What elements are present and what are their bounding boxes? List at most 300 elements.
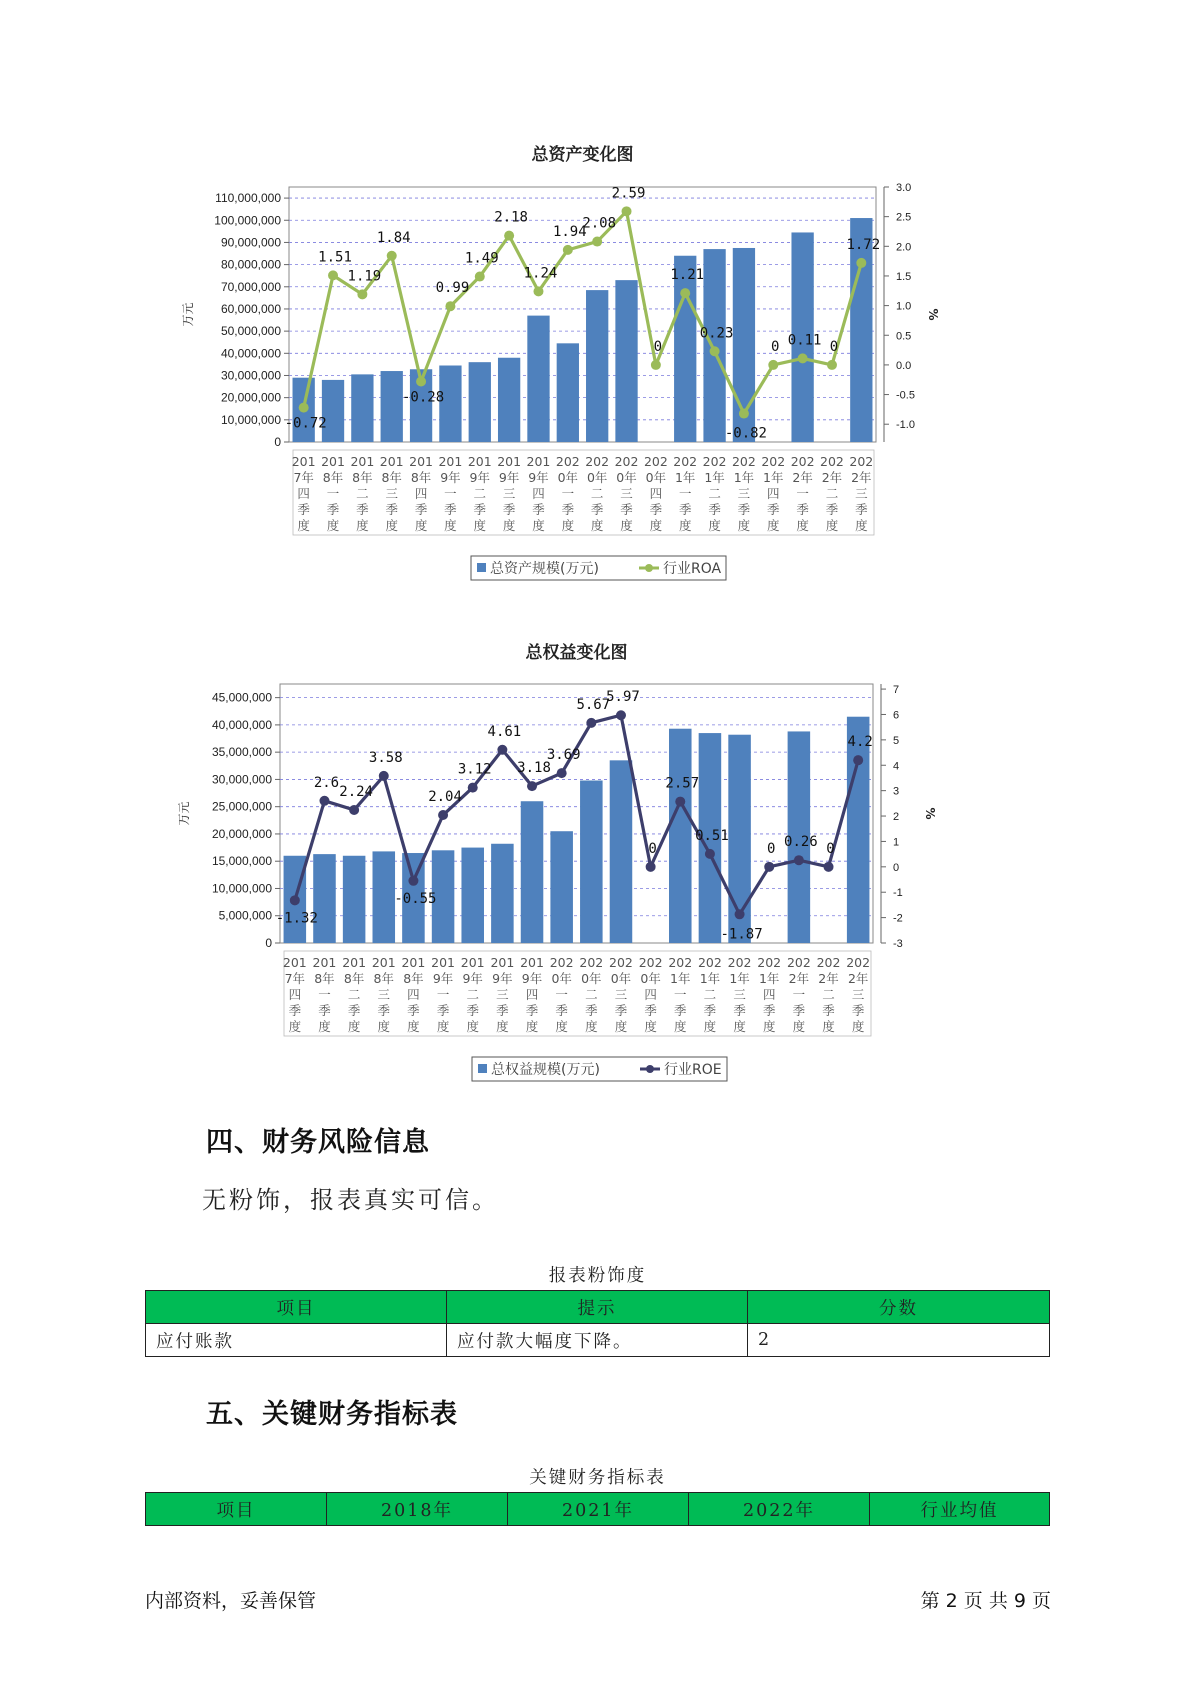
x-tick-label: 9年 (492, 971, 513, 986)
line-point (527, 781, 537, 791)
y2-tick-label: 7 (893, 684, 900, 697)
x-tick-label: 四 (649, 486, 663, 501)
bar (313, 854, 336, 943)
x-tick-label: 度 (318, 1019, 331, 1034)
x-tick-label: 9年 (462, 971, 483, 986)
data-label: 1.49 (464, 250, 499, 267)
section4-heading: 四、财务风险信息 (206, 1127, 430, 1158)
data-label: 0 (826, 840, 835, 857)
x-tick-label: 四 (762, 987, 776, 1002)
y-tick-label: 20,000,000 (220, 390, 281, 405)
bar (527, 316, 549, 442)
x-tick-label: 1年 (733, 470, 755, 485)
data-label: -0.72 (284, 415, 327, 432)
x-tick-label: 度 (614, 1019, 628, 1034)
x-tick-label: 三 (502, 486, 516, 501)
x-tick-label: 度 (590, 518, 604, 533)
x-tick-label: 季 (326, 502, 340, 517)
bar (557, 343, 579, 442)
x-tick-label: 一 (444, 486, 457, 501)
col-header-item: 项目 (146, 1291, 447, 1324)
x-tick-label: 季 (297, 502, 310, 517)
x-tick-label: 202 (820, 454, 844, 469)
data-label: 2.18 (494, 209, 528, 226)
x-tick-label: 季 (444, 502, 457, 517)
x-tick-label: 201 (520, 955, 544, 970)
x-tick-label: 季 (851, 1003, 865, 1018)
y-tick-label: 10,000,000 (211, 881, 272, 896)
x-tick-label: 度 (466, 1019, 479, 1034)
data-label: 4.2 (847, 734, 873, 751)
cell-item: 应付账款 (146, 1324, 447, 1357)
bar (351, 374, 373, 442)
x-tick-label: 9年 (521, 971, 543, 986)
y-tick-label: 70,000,000 (220, 279, 281, 294)
x-tick-label: 202 (790, 454, 815, 469)
y2-tick-label: 2.5 (896, 211, 912, 224)
x-tick-label: 7年 (284, 971, 306, 986)
x-tick-label: 度 (414, 518, 428, 533)
x-tick-label: 三 (385, 486, 398, 501)
x-tick-label: 201 (467, 454, 492, 469)
x-tick-label: 四 (288, 987, 302, 1002)
x-tick-label: 9年 (469, 470, 491, 485)
line-point (680, 288, 690, 298)
x-tick-label: 三 (733, 987, 746, 1002)
x-tick-label: 度 (733, 1019, 746, 1034)
x-tick-label: 8年 (314, 971, 335, 986)
y2-axis-label: % (926, 308, 940, 321)
x-tick-label: 二 (590, 486, 604, 501)
line-point (408, 876, 418, 886)
x-tick-label: 201 (526, 454, 551, 469)
x-tick-label: 202 (585, 454, 610, 469)
line-point (794, 855, 804, 865)
x-tick-label: 202 (668, 955, 693, 970)
x-tick-label: 9年 (440, 470, 461, 485)
bar (674, 256, 696, 442)
data-label: 2.08 (582, 215, 617, 232)
line-point (557, 768, 567, 778)
legend-line-marker (646, 1065, 654, 1073)
col-header-2018: 2018年 (327, 1493, 508, 1526)
table1-caption: 报表粉饰度 (548, 1266, 647, 1286)
data-label: 1.19 (347, 268, 382, 285)
x-tick-label: 二 (473, 486, 487, 501)
bar (343, 856, 366, 943)
x-tick-label: 季 (649, 502, 663, 517)
x-tick-label: 201 (342, 955, 367, 970)
x-tick-label: 8年 (352, 470, 373, 485)
y-tick-label: 25,000,000 (211, 799, 272, 814)
line-point (416, 377, 426, 387)
x-tick-label: 三 (614, 987, 628, 1002)
bar (550, 831, 573, 943)
y-tick-label: 40,000,000 (220, 346, 281, 361)
x-tick-label: 202 (786, 955, 811, 970)
x-tick-label: 201 (490, 955, 515, 970)
data-label: 0 (653, 338, 663, 355)
total-equity-chart (170, 640, 1005, 1078)
x-tick-label: 季 (473, 502, 487, 517)
line-point (319, 796, 329, 806)
line-point (445, 301, 455, 311)
x-tick-label: 季 (620, 502, 633, 517)
data-label: 1.51 (318, 249, 352, 266)
y2-tick-label: 0 (893, 861, 900, 874)
bar (491, 844, 514, 943)
line-point (357, 289, 367, 299)
x-tick-label: 度 (496, 1019, 509, 1034)
x-tick-label: 度 (502, 518, 516, 533)
data-label: -0.82 (724, 425, 768, 442)
x-tick-label: 一 (674, 987, 687, 1002)
x-tick-label: 三 (620, 486, 633, 501)
bar (469, 362, 491, 442)
x-tick-label: 202 (697, 955, 722, 970)
x-tick-label: 度 (620, 518, 633, 533)
total-assets-chart-svg (170, 140, 1005, 575)
col-header-hint: 提示 (447, 1291, 748, 1324)
line-point (735, 909, 745, 919)
x-tick-label: 0年 (610, 971, 632, 986)
x-tick-label: 季 (674, 1003, 687, 1018)
chart-title: 总权益变化图 (525, 643, 628, 663)
section4-text: 无粉饰，报表真实可信。 (202, 1186, 499, 1214)
legend-line-marker (645, 564, 653, 572)
x-tick-label: 度 (407, 1019, 420, 1034)
col-header-2021: 2021年 (508, 1493, 689, 1526)
x-tick-label: 度 (855, 518, 868, 533)
x-tick-label: 202 (731, 454, 756, 469)
line-point (768, 360, 778, 370)
line-point (646, 862, 656, 872)
x-tick-label: 度 (792, 1019, 806, 1034)
x-tick-label: 二 (585, 987, 598, 1002)
x-tick-label: 季 (466, 1003, 479, 1018)
x-tick-label: 季 (288, 1003, 302, 1018)
x-tick-label: 季 (347, 1003, 361, 1018)
line-point (497, 745, 507, 755)
col-header-item: 项目 (146, 1493, 327, 1526)
x-tick-label: 季 (762, 1003, 776, 1018)
table-header-row (146, 1291, 1050, 1324)
line-point (622, 206, 632, 216)
bar (580, 781, 603, 943)
x-tick-label: 202 (757, 955, 782, 970)
data-label: -1.87 (720, 926, 763, 943)
x-tick-label: 1年 (763, 470, 784, 485)
x-tick-label: 202 (761, 454, 786, 469)
data-label: 1.94 (552, 223, 587, 240)
line-point (299, 403, 309, 413)
line-point (563, 245, 573, 255)
x-tick-label: 度 (737, 518, 751, 533)
x-tick-label: 季 (436, 1003, 450, 1018)
y-tick-label: 80,000,000 (220, 257, 281, 272)
cell-hint: 应付款大幅度下降。 (447, 1324, 748, 1357)
x-tick-label: 202 (849, 454, 874, 469)
bar (703, 249, 725, 442)
line-point (824, 862, 834, 872)
x-tick-label: 季 (708, 502, 721, 517)
data-label: 0.11 (787, 332, 822, 349)
y2-tick-label: -0.5 (896, 389, 915, 402)
y2-tick-label: 1.5 (896, 270, 912, 283)
line-point (475, 272, 485, 282)
x-tick-label: 季 (767, 502, 780, 517)
y-axis-label: 万元 (177, 801, 191, 826)
x-tick-label: 0年 (616, 470, 637, 485)
col-header-industry-avg: 行业均值 (870, 1493, 1050, 1526)
x-tick-label: 季 (356, 502, 369, 517)
data-label: 0.51 (695, 827, 729, 844)
line-point (438, 810, 448, 820)
y-tick-label: 60,000,000 (220, 301, 281, 316)
bar (373, 851, 396, 943)
y-tick-label: 0 (274, 435, 281, 449)
x-tick-label: 季 (318, 1003, 331, 1018)
data-label: 1.72 (846, 236, 881, 253)
line-point (853, 755, 863, 765)
x-tick-label: 度 (436, 1019, 450, 1034)
line-point (533, 286, 543, 296)
line-point (651, 360, 661, 370)
legend-bar-label: 总权益规模(万元) (491, 1062, 600, 1078)
x-tick-label: 季 (407, 1003, 420, 1018)
x-tick-label: 四 (644, 987, 657, 1002)
data-label: -0.28 (401, 389, 445, 406)
x-tick-label: 度 (288, 1019, 302, 1034)
x-tick-label: 度 (555, 1019, 568, 1034)
data-label: 0.26 (784, 834, 818, 851)
x-tick-label: 四 (532, 486, 545, 501)
line-point (675, 797, 685, 807)
x-tick-label: 9年 (498, 470, 520, 485)
x-tick-label: 度 (649, 518, 663, 533)
data-label: 2.57 (665, 775, 700, 792)
x-tick-label: 2年 (847, 971, 869, 986)
x-tick-label: 一 (792, 987, 806, 1002)
legend-bar-label: 总资产规模(万元) (490, 561, 599, 577)
x-tick-label: 201 (379, 454, 404, 469)
x-tick-label: 季 (590, 502, 604, 517)
x-tick-label: 季 (414, 502, 428, 517)
x-tick-label: 度 (326, 518, 340, 533)
data-label: 1.21 (670, 267, 705, 284)
legend-line-label: 行业ROA (663, 561, 722, 577)
x-tick-label: 季 (737, 502, 751, 517)
x-tick-label: 季 (644, 1003, 657, 1018)
x-tick-label: 201 (438, 454, 463, 469)
table-row (146, 1324, 1050, 1357)
y-tick-label: 5,000,000 (218, 908, 272, 923)
x-tick-label: 三 (496, 987, 509, 1002)
x-tick-label: 二 (356, 486, 369, 501)
data-label: 2.59 (611, 185, 646, 202)
x-tick-label: 二 (708, 486, 721, 501)
data-label: 1.24 (523, 265, 558, 282)
y2-tick-label: 1.0 (896, 300, 912, 313)
y2-tick-label: 2 (893, 811, 900, 824)
plot-frame (280, 684, 873, 943)
x-tick-label: 度 (385, 518, 398, 533)
x-tick-label: 四 (414, 486, 428, 501)
data-label: 2.04 (428, 789, 462, 806)
legend-bar-swatch (478, 1064, 487, 1073)
x-tick-label: 8年 (403, 971, 424, 986)
x-tick-label: 季 (385, 502, 398, 517)
y-tick-label: 110,000,000 (215, 191, 281, 206)
x-tick-label: 度 (356, 518, 369, 533)
bar (322, 380, 344, 442)
data-label: 3.69 (546, 747, 581, 764)
x-tick-label: 202 (643, 454, 668, 469)
x-tick-label: 度 (708, 518, 721, 533)
x-tick-label: 度 (644, 1019, 657, 1034)
x-tick-label: 1年 (699, 971, 721, 986)
y2-axis-label: % (923, 807, 937, 820)
y-tick-label: 30,000,000 (220, 368, 281, 383)
y2-tick-label: 0.5 (896, 330, 912, 343)
x-tick-label: 1年 (758, 971, 780, 986)
bar (381, 371, 403, 442)
x-tick-label: 度 (377, 1019, 391, 1034)
x-tick-label: 度 (297, 518, 310, 533)
x-tick-label: 一 (678, 486, 692, 501)
x-tick-label: 季 (796, 502, 809, 517)
whitewash-table (145, 1290, 1050, 1357)
x-tick-label: 201 (350, 454, 375, 469)
y2-tick-label: -1 (893, 887, 903, 900)
bar (610, 760, 633, 943)
line-point (710, 346, 720, 356)
x-tick-label: 202 (614, 454, 639, 469)
data-label: 4.61 (487, 723, 522, 740)
bar (521, 801, 544, 943)
y2-tick-label: 3.0 (896, 182, 912, 194)
x-tick-label: 一 (318, 987, 331, 1002)
x-tick-label: 三 (855, 486, 868, 501)
section5-heading: 五、关键财务指标表 (206, 1399, 458, 1430)
x-tick-label: 1年 (729, 971, 750, 986)
x-tick-label: 度 (444, 518, 457, 533)
y2-tick-label: 3 (893, 785, 900, 798)
x-tick-label: 度 (674, 1019, 687, 1034)
x-tick-label: 201 (312, 955, 337, 970)
x-tick-label: 2年 (821, 470, 843, 485)
x-tick-label: 四 (297, 486, 310, 501)
x-tick-label: 二 (466, 987, 479, 1002)
x-tick-label: 202 (555, 454, 580, 469)
x-tick-label: 季 (532, 502, 545, 517)
x-tick-label: 9年 (432, 971, 454, 986)
x-tick-label: 0年 (645, 470, 667, 485)
x-tick-label: 度 (762, 1019, 776, 1034)
x-tick-label: 季 (496, 1003, 509, 1018)
y-tick-label: 90,000,000 (220, 235, 281, 250)
x-tick-label: 2年 (788, 971, 810, 986)
x-tick-label: 度 (585, 1019, 598, 1034)
bar (669, 729, 692, 943)
bar (615, 280, 637, 442)
x-tick-label: 202 (609, 955, 633, 970)
x-tick-label: 201 (409, 454, 434, 469)
x-tick-label: 201 (291, 454, 316, 469)
x-tick-label: 季 (585, 1003, 598, 1018)
x-tick-label: 度 (822, 1019, 835, 1034)
y-axis-label: 万元 (181, 302, 195, 327)
x-tick-label: 2年 (792, 470, 813, 485)
x-tick-label: 201 (431, 955, 456, 970)
line-point (290, 895, 300, 905)
line-point (504, 231, 514, 241)
data-label: 5.97 (606, 689, 640, 706)
footer-right: 第 2 页 共 9 页 (920, 1590, 1051, 1612)
x-tick-label: 一 (796, 486, 809, 501)
table-header-row (146, 1493, 1050, 1526)
x-tick-label: 四 (767, 486, 780, 501)
data-label: -0.55 (394, 890, 437, 907)
x-tick-label: 202 (579, 955, 604, 970)
x-tick-label: 三 (737, 486, 751, 501)
x-tick-label: 度 (525, 1019, 539, 1034)
data-label: 0 (767, 840, 776, 857)
x-tick-label: 201 (371, 955, 396, 970)
x-tick-label: 201 (321, 454, 345, 469)
data-label: 0.99 (435, 280, 470, 297)
x-tick-label: 二 (703, 987, 717, 1002)
x-tick-label: 2年 (851, 470, 872, 485)
line-point (705, 849, 715, 859)
line-point (827, 360, 837, 370)
x-tick-label: 季 (733, 1003, 746, 1018)
bar (498, 358, 520, 442)
x-tick-label: 季 (525, 1003, 539, 1018)
x-tick-label: 202 (638, 955, 663, 970)
line-point (592, 237, 602, 247)
col-header-2022: 2022年 (689, 1493, 870, 1526)
x-tick-label: 季 (792, 1003, 806, 1018)
line-point (468, 783, 478, 793)
bar (461, 848, 484, 943)
x-tick-label: 201 (401, 955, 426, 970)
data-label: 0.23 (699, 325, 734, 342)
line-point (856, 258, 866, 268)
x-tick-label: 8年 (373, 971, 395, 986)
y2-tick-label: 1 (893, 836, 900, 849)
x-tick-label: 度 (561, 518, 575, 533)
data-label: 2.24 (339, 783, 373, 800)
x-tick-label: 季 (502, 502, 516, 517)
y2-tick-label: 2.0 (896, 241, 912, 254)
line-point (616, 710, 626, 720)
x-tick-label: 201 (282, 955, 307, 970)
data-label: 0 (771, 338, 780, 355)
x-tick-label: 季 (703, 1003, 717, 1018)
x-tick-label: 1年 (704, 470, 725, 485)
x-tick-label: 8年 (343, 971, 365, 986)
line-point (379, 771, 389, 781)
x-tick-label: 202 (727, 955, 752, 970)
y-tick-label: 50,000,000 (220, 324, 281, 339)
y2-tick-label: -3 (893, 938, 903, 950)
y2-tick-label: -1.0 (896, 419, 915, 432)
y2-tick-label: -2 (893, 912, 903, 925)
line-point (764, 862, 774, 872)
x-tick-label: 202 (816, 955, 841, 970)
y2-tick-label: 6 (893, 709, 900, 722)
